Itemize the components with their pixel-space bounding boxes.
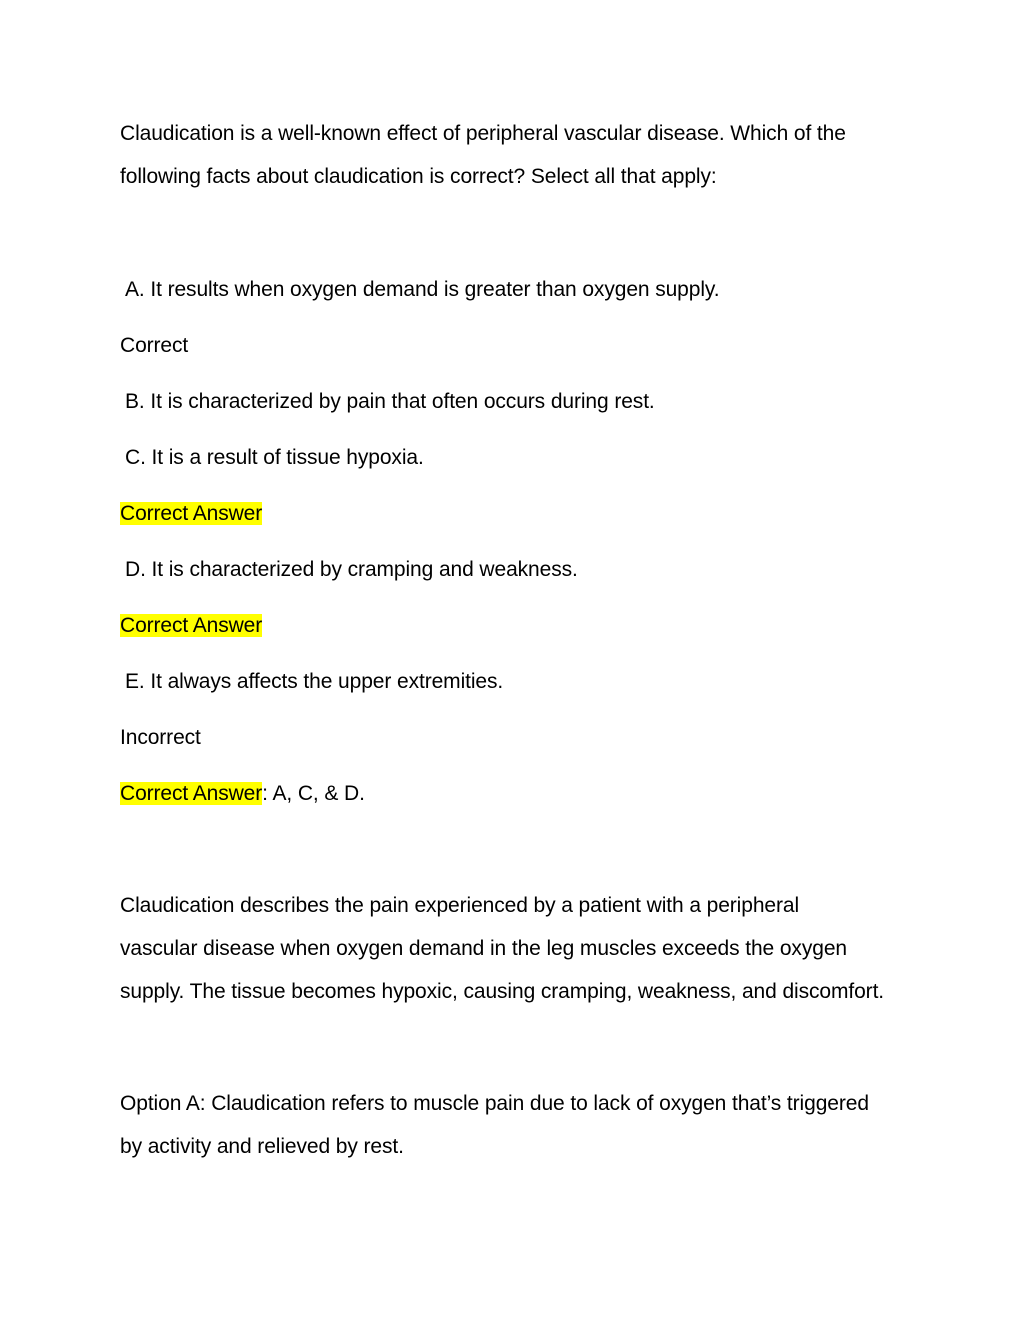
- question-line-2: following facts about claudication is correct? Select all that apply:: [120, 165, 717, 188]
- highlighted-feedback: Correct Answer: [120, 502, 263, 525]
- answer-summary: [120, 780, 365, 808]
- option-a-note-line-1: Option A: Claudication refers to muscle pain due to lack of oxygen that’s triggered: [120, 1092, 869, 1115]
- option-d: D. It is characterized by cramping and weakness.: [125, 558, 578, 581]
- option-a: A. It results when oxygen demand is greater than oxygen supply.: [125, 278, 720, 301]
- option-d-feedback: [120, 612, 262, 640]
- option-a-note-line-2: by activity and relieved by rest.: [120, 1135, 404, 1158]
- explanation-line-1: Claudication describes the pain experienced by a patient with a peripheral: [120, 894, 800, 917]
- option-e-feedback: Incorrect: [120, 726, 201, 749]
- highlighted-feedback: Correct Answer: [120, 614, 263, 637]
- option-e: E. It always affects the upper extremities.: [125, 670, 504, 693]
- option-c: C. It is a result of tissue hypoxia.: [125, 446, 424, 469]
- answer-label: Correct Answer: [120, 782, 263, 805]
- question-line-1: Claudication is a well-known effect of peripheral vascular disease. Which of the: [120, 122, 846, 145]
- option-a-feedback: Correct: [120, 334, 189, 357]
- option-b: B. It is characterized by pain that often occurs during rest.: [125, 390, 655, 413]
- explanation-line-2: vascular disease when oxygen demand in the leg muscles exceeds the oxygen: [120, 937, 847, 960]
- answer-value: : A, C, & D.: [262, 782, 365, 805]
- option-c-feedback: [120, 500, 262, 528]
- explanation-line-3: supply. The tissue becomes hypoxic, causing cramping, weakness, and discomfort.: [120, 980, 885, 1003]
